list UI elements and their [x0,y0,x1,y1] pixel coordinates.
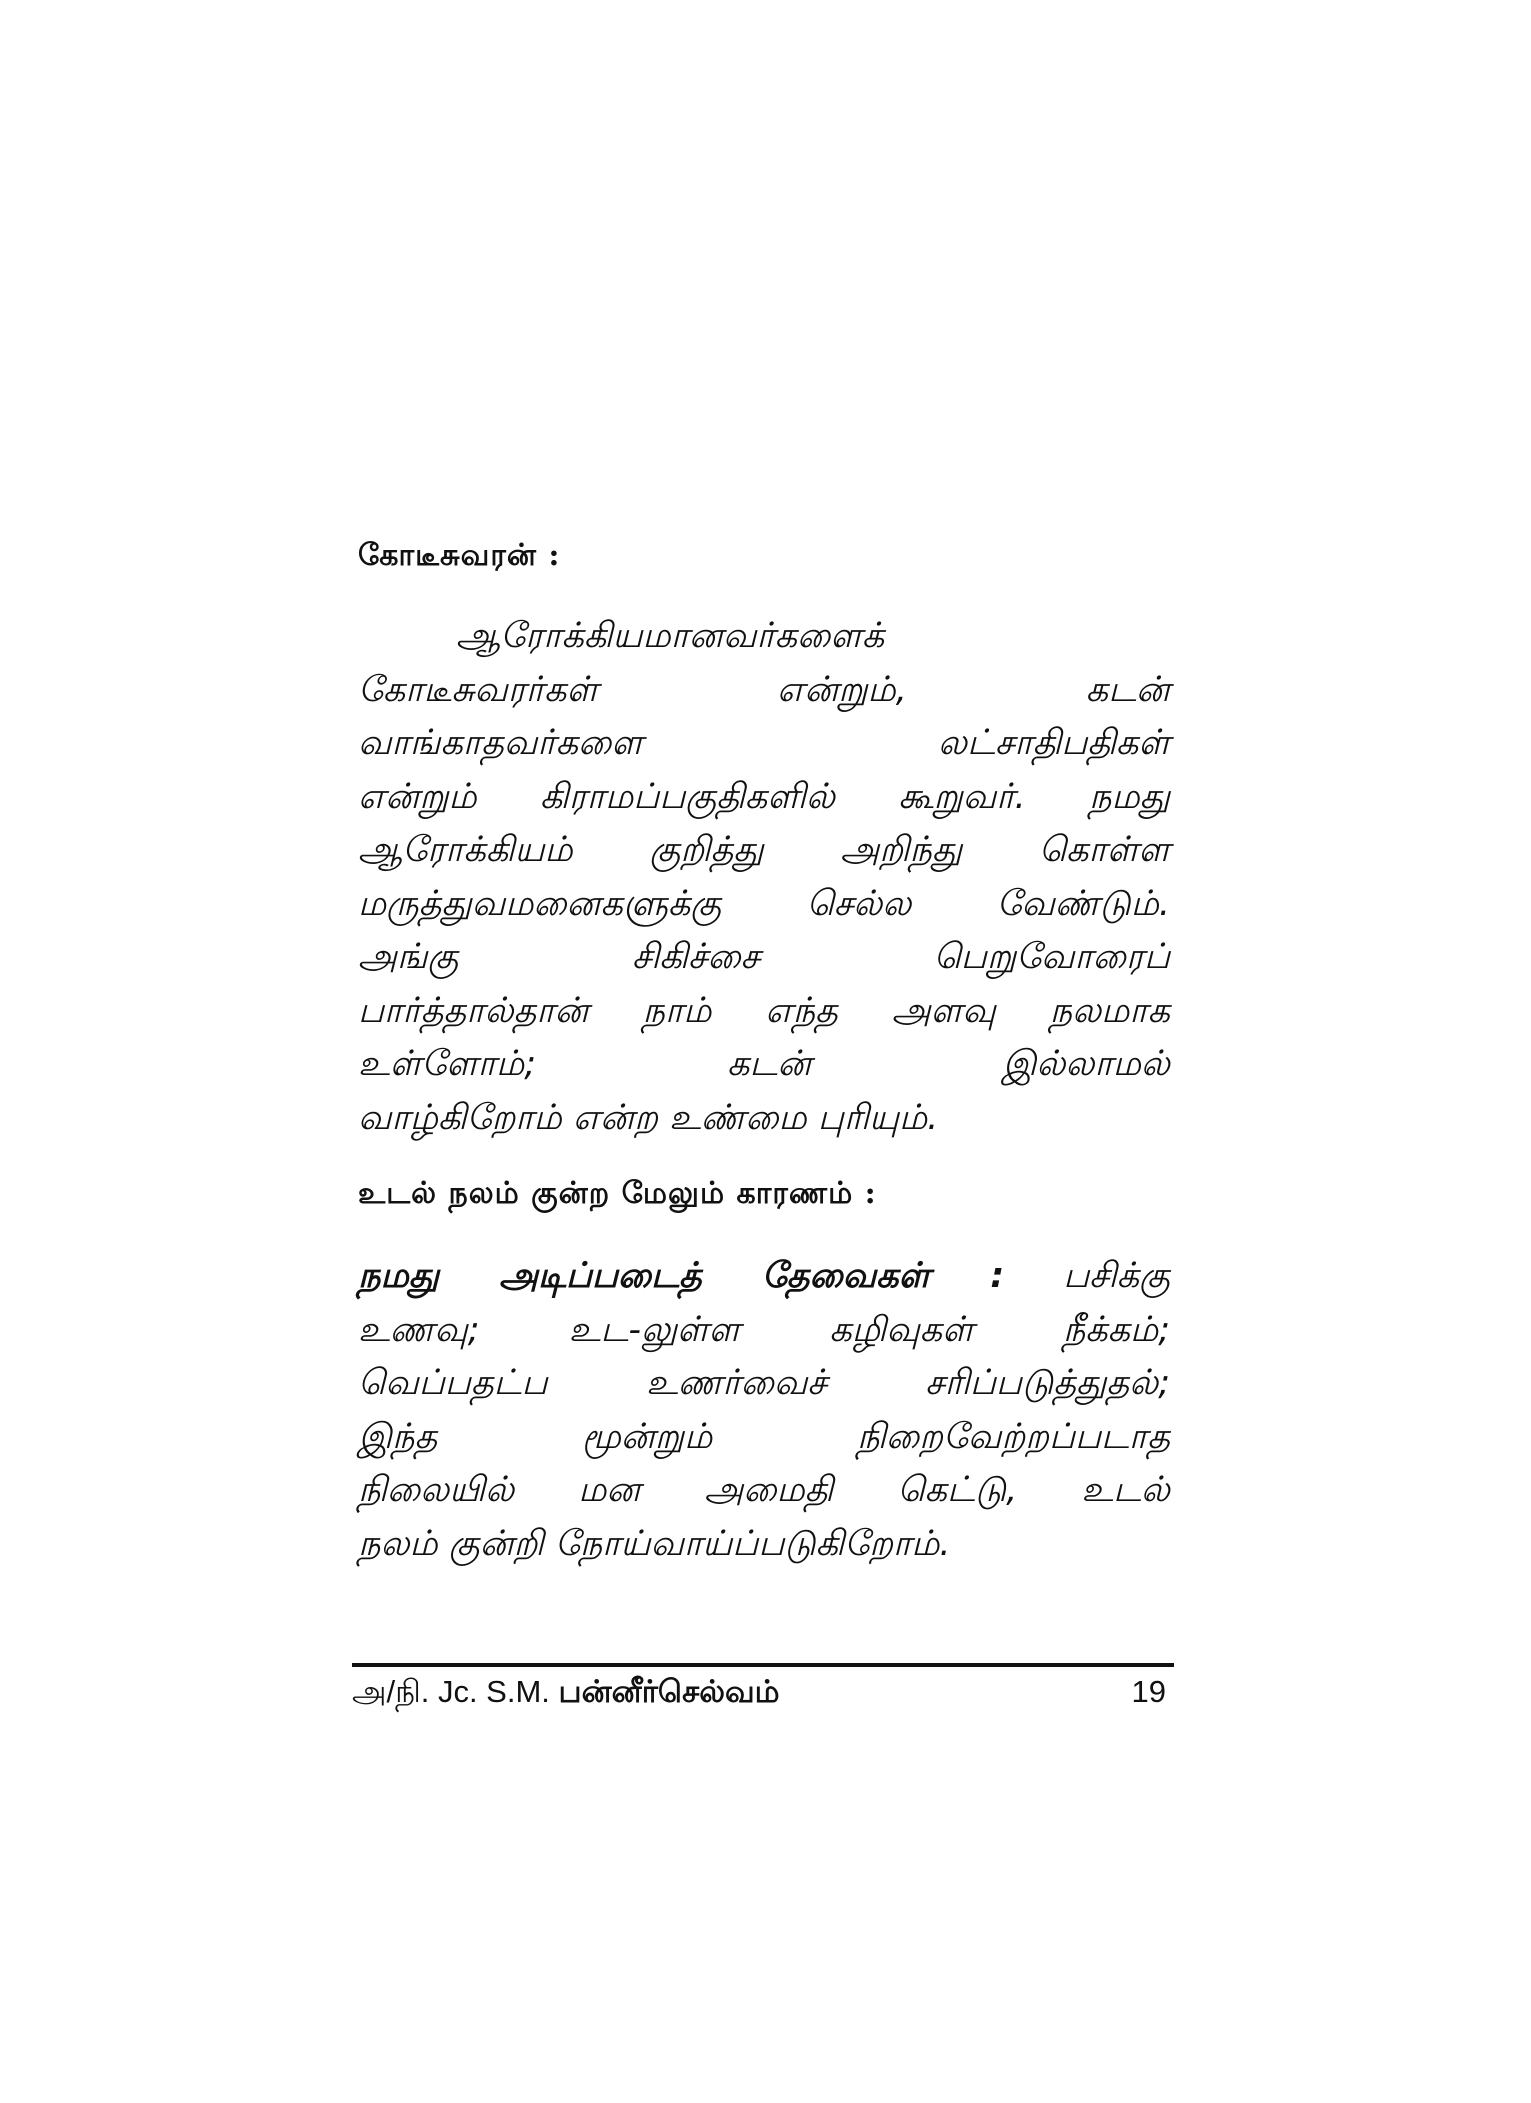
paragraph-line: வாழ்கிறோம் என்ற உண்மை புரியும். [358,1097,939,1138]
paragraph-line: உள்ளோம்; கடன் இல்லாமல் [358,1044,1170,1084]
paragraph-line: நலம் குன்றி நோய்வாய்ப்படுகிறோம். [358,1523,951,1564]
paragraph-line: அங்கு சிகிச்சை பெறுவோரைப் [358,937,1170,977]
paragraph-kodeeswaran [358,610,1170,1145]
paragraph-basic-needs [358,1250,1170,1571]
section-heading-kodeeswaran: கோடீசுவரன் : [358,538,561,573]
page-number: 19 [1131,1674,1166,1709]
author-prefix: அ/நி. Jc. S.M. [352,1674,550,1709]
page-footer [352,1674,1174,1720]
basic-needs-lead: நமது அடிப்படைத் தேவைகள் : [358,1256,1005,1296]
paragraph-line: கோடீசுவரர்கள் என்றும், கடன் [358,669,1170,710]
paragraph-line: உணவு; உட-லுள்ள கழிவுகள் நீக்கம்; [358,1309,1170,1350]
paragraph-line: மருத்துவமனைகளுக்கு செல்ல வேண்டும். [358,883,1170,924]
paragraph-line: பார்த்தால்தான் நாம் எந்த அளவு நலமாக [358,990,1170,1031]
paragraph-line: நிலையில் மன அமைதி கெட்டு, உடல் [358,1470,1170,1510]
paragraph-line: ஆரோக்கியம் குறித்து அறிந்து கொள்ள [358,830,1170,870]
paragraph-line: என்றும் கிராமப்பகுதிகளில் கூறுவர். நமது [358,776,1170,817]
basic-needs-first-line: பசிக்கு [1004,1256,1170,1296]
paragraph-line: வாங்காதவர்களை லட்சாதிபதிகள் [358,723,1170,763]
paragraph-line: வெப்பதட்ப உணர்வைச் சரிப்படுத்துதல்; [358,1363,1170,1403]
paragraph-line [358,1250,1170,1304]
footer-divider [352,1663,1174,1667]
author-name: பன்னீர்செல்வம் [558,1674,780,1709]
footer-author [352,1674,780,1714]
paragraph-line: ஆரோக்கியமானவர்களைக் [456,616,885,656]
section-heading-health-decline: உடல் நலம் குன்ற மேலும் காரணம் : [358,1176,877,1211]
paragraph-line: இந்த மூன்றும் நிறைவேற்றப்படாத [358,1416,1170,1457]
